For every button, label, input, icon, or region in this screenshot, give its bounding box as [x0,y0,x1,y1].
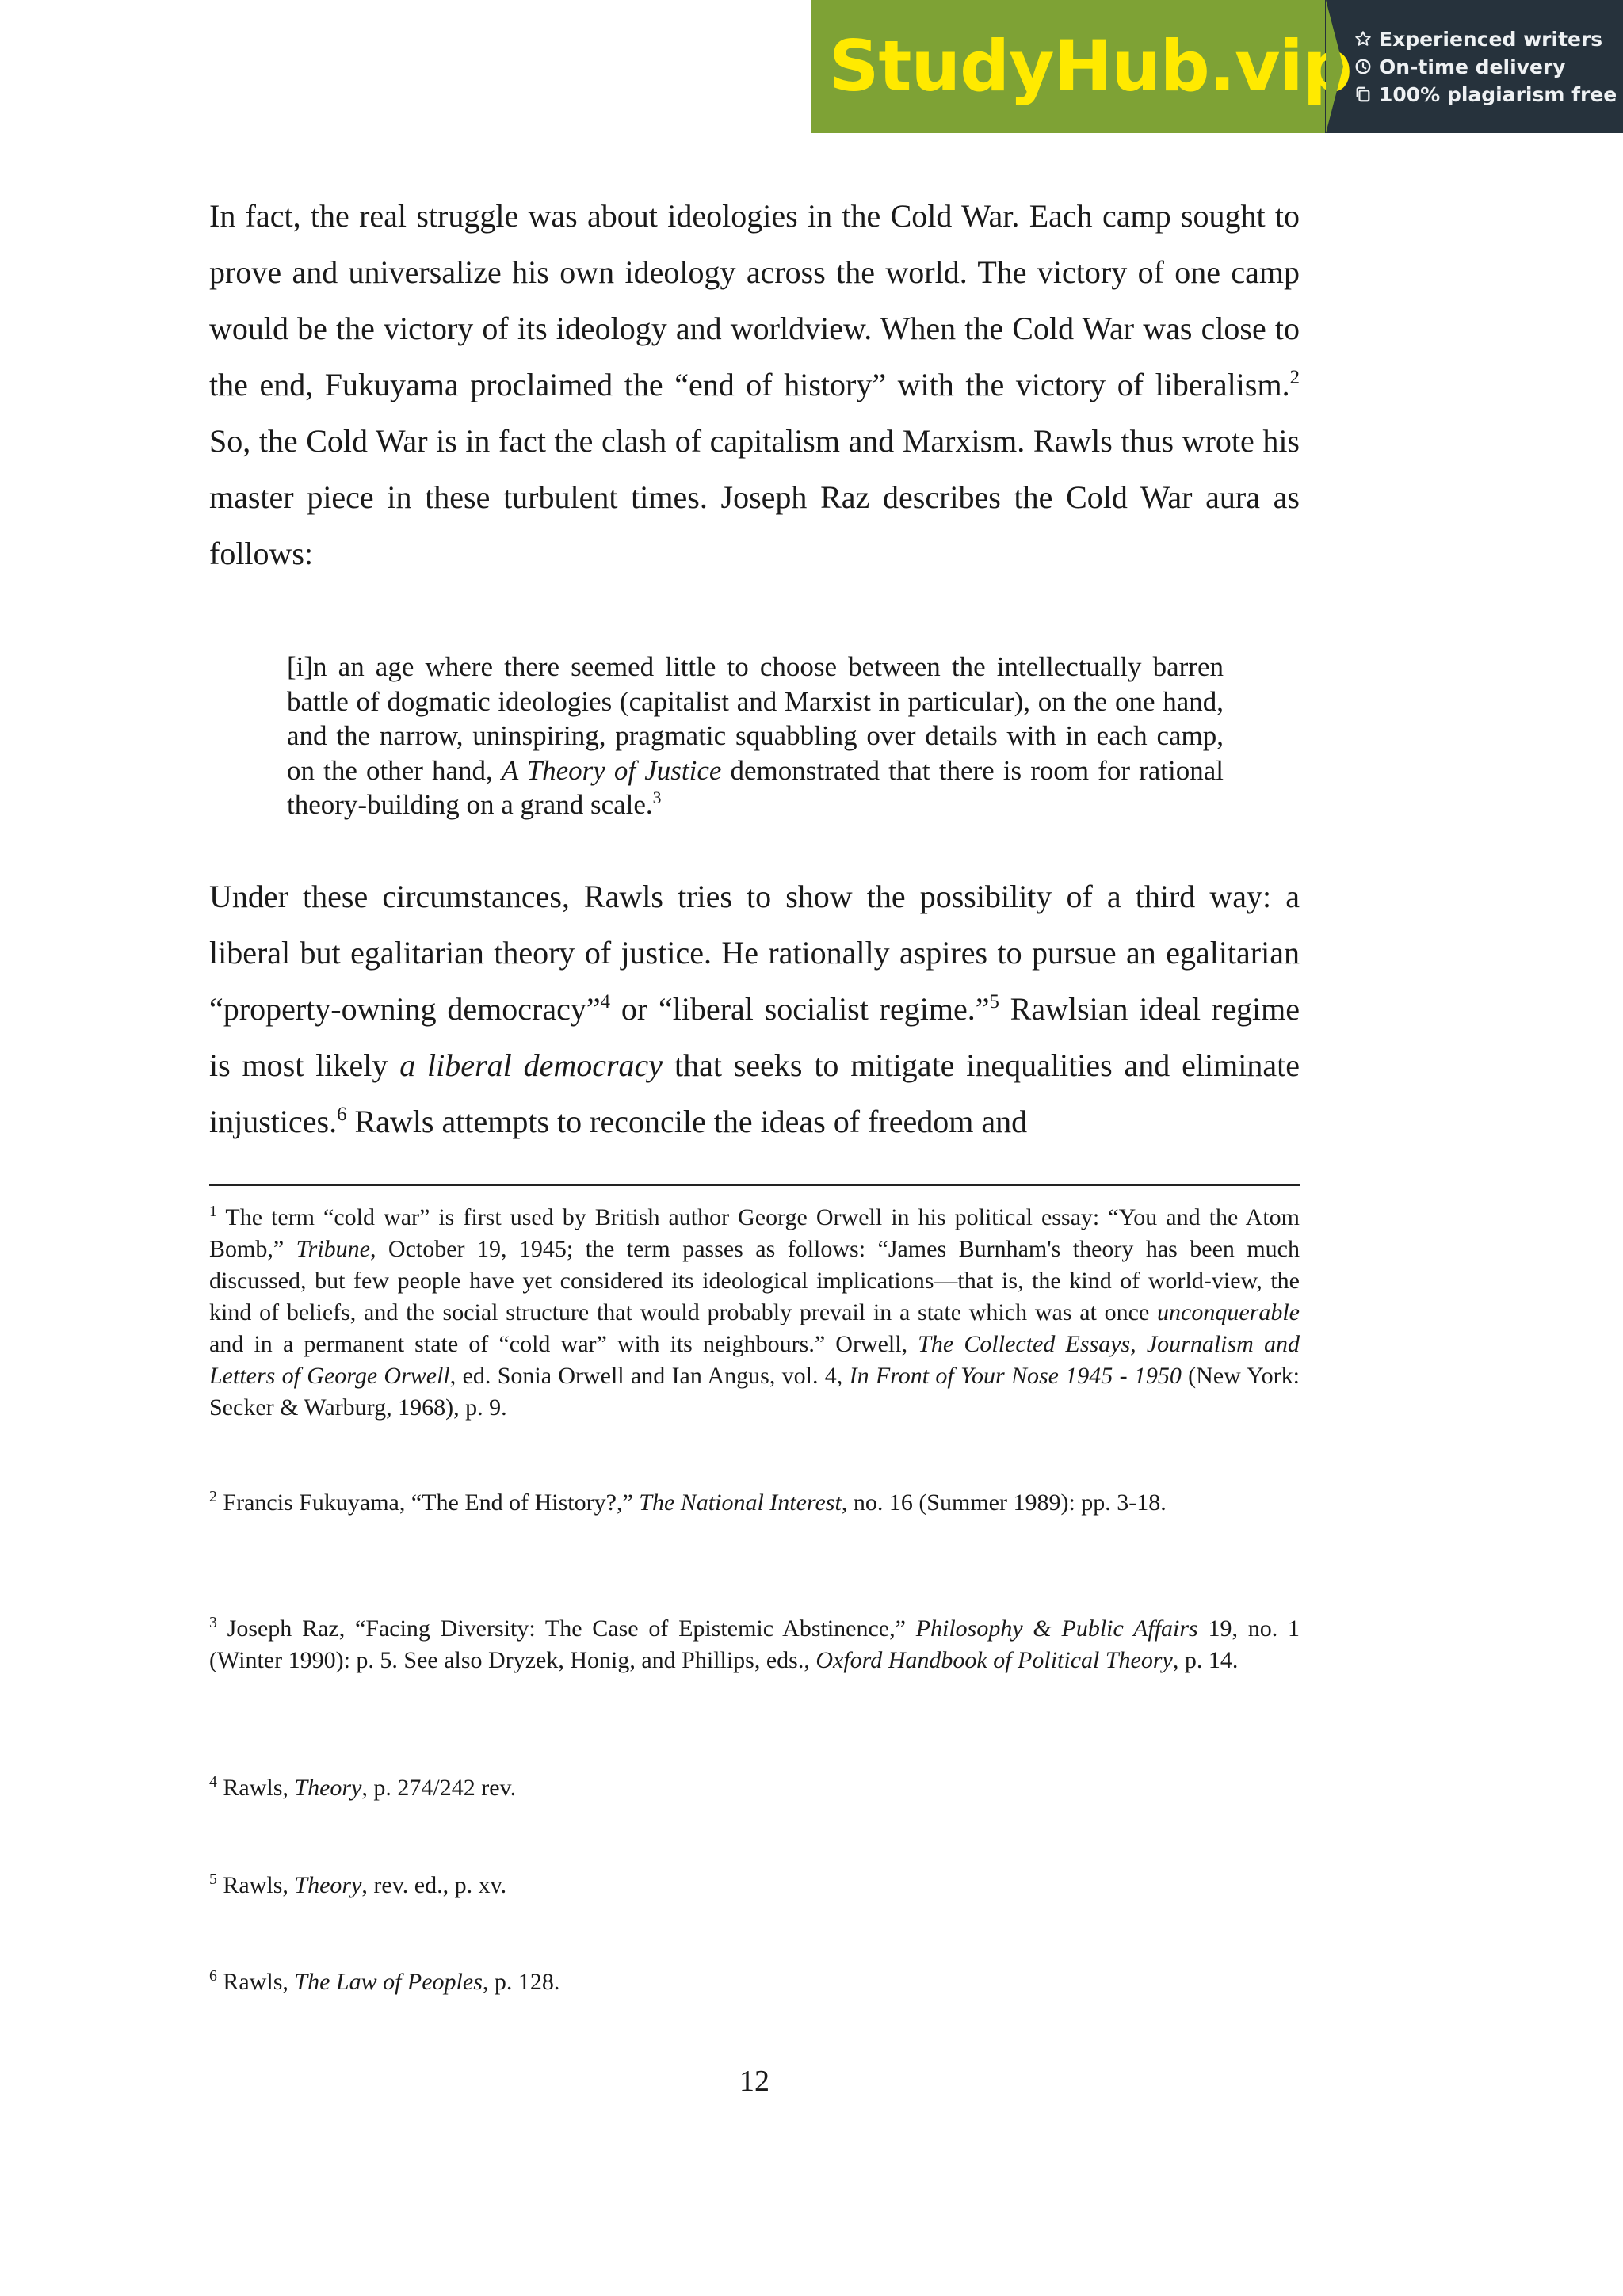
paragraph-text: that seeks to mitigate inequalities and eliminate injustices. [209,1047,1300,1139]
footnote-5 [209,1870,1300,1901]
footnote-text: Joseph Raz, “Facing Diversity: The Case of Epistemic Abstinence,” [216,1615,916,1642]
brand-name: StudyHub.vip [829,25,1352,107]
quote-text: demonstrated that there is room for rational theory-building on a grand scale. [287,754,1224,820]
feature-label: On-time delivery [1379,55,1566,78]
feature-label: Experienced writers [1379,27,1603,51]
emphasis-text: a liberal democracy [399,1047,663,1083]
footnote-3 [209,1613,1300,1676]
paragraph-text: In fact, the real struggle was about ideologies in the Cold War. Each camp sought to prove and universalize his own ideology across the world. The victory of one camp would be the victory of its ideology and worldview. When the Cold War was close to the end, Fukuyama proclaimed the “end of history” with the victory of liberalism. [209,198,1300,402]
footnote-number: 2 [209,1488,217,1506]
footnote-text: , ed. Sonia Orwell and Ian Angus, vol. 4, [449,1363,850,1389]
quote-book-title: A Theory of Justice [501,754,722,786]
footnote-italic: Theory [294,1775,362,1801]
page-number: 12 [739,2065,769,2098]
footnote-text: The term “cold war” is first used by British author George Orwell in his political essay: “You and the Atom Bomb,” [209,1204,1300,1262]
footnote-6 [209,1966,1300,1998]
paragraph-text: or “liberal socialist regime.” [610,991,990,1027]
footnote-text: Rawls, [216,1969,295,1995]
footnote-text: Francis Fukuyama, “The End of History?,” [216,1489,640,1516]
footnote-ref[interactable]: 5 [989,991,999,1013]
footnote-ref[interactable]: 3 [652,788,662,807]
footnote-text: , p. 128. [482,1969,560,1995]
footnote-italic: Oxford Handbook of Political Theory [815,1647,1173,1673]
footnote-text: , p. 274/242 rev. [361,1775,517,1801]
feature-label: 100% plagiarism free [1379,82,1617,106]
quote-text: [i]n an age where there seemed little to choose between the intellectually barren battle of dogmatic ideologies (capitalist and Marxist in particular), on the one hand, and the narrow, uninspiring, pragmatic squabbling over details with in each camp, on the other hand, [287,651,1224,786]
footnote-number: 6 [209,1967,217,1985]
clock-icon [1354,57,1373,76]
paragraph-third-way [209,868,1300,1150]
footnote-ref[interactable]: 4 [600,991,611,1013]
footnote-italic: The Collected Essays, Journalism and Letters of George Orwell [209,1331,1300,1389]
paragraph-text: Rawlsian ideal regime is most likely [209,991,1300,1083]
paragraph-text: So, the Cold War is in fact the clash of capitalism and Marxism. Rawls thus wrote his master piece in these turbulent times. Joseph Raz describes the Cold War aura as follows: [209,423,1300,571]
paragraph-cold-war [209,188,1300,582]
feature-on-time-delivery [1354,55,1623,78]
paragraph-text: Rawls attempts to reconcile the ideas of freedom and [346,1104,1028,1139]
footnote-text: Rawls, [216,1872,295,1898]
block-quote-raz [287,650,1224,822]
footnote-ref[interactable]: 6 [337,1104,347,1126]
footnote-text: and in a permanent state of “cold war” with its neighbours.” Orwell, [209,1331,918,1357]
footnote-text: , rev. ed., p. xv. [361,1872,507,1898]
footnote-number: 5 [209,1871,217,1889]
footnote-text: Rawls, [216,1775,295,1801]
footnote-italic: The Law of Peoples [294,1969,483,1995]
paragraph-text: Under these circumstances, Rawls tries to show the possibility of a third way: a liberal but egalitarian theory of justice. He rationally aspires to pursue an egalitarian “property-owning democracy” [209,879,1300,1027]
feature-plagiarism-free [1354,83,1623,106]
footnote-number: 3 [209,1614,217,1632]
footnote-text: , October 19, 1945; the term passes as follows: “James Burnham's theory has been much discussed, but few people have yet considered its ideological implications—that is, the kind of world-view, the kind of beliefs, and the social structure that would probably prevail in a state which was at once [209,1236,1300,1325]
footnote-4 [209,1772,1300,1804]
footnote-separator [209,1184,1300,1186]
copy-document-icon [1354,85,1373,104]
feature-experienced-writers [1354,28,1623,51]
footnote-text: 19, no. 1 (Winter 1990): p. 5. See also Dryzek, Honig, and Phillips, eds., [209,1615,1300,1673]
footnote-text: , p. 14. [1172,1647,1239,1673]
footnote-text: , no. 16 (Summer 1989): pp. 3-18. [841,1489,1167,1516]
footnote-number: 4 [209,1773,217,1791]
studyhub-banner[interactable] [812,0,1623,133]
footnote-number: 1 [209,1203,217,1221]
footnote-italic: In Front of Your Nose 1945 - 1950 [849,1363,1182,1389]
brand-logo[interactable] [812,0,1352,133]
footnote-text: (New York: Secker & Warburg, 1968), p. 9. [209,1363,1300,1421]
footnote-italic: The National Interest [639,1489,842,1516]
footnote-italic: Theory [294,1872,362,1898]
footnote-1 [209,1202,1300,1424]
footnote-italic: Philosophy & Public Affairs [915,1615,1198,1642]
footnote-ref[interactable]: 2 [1289,367,1300,389]
star-outline-icon [1354,29,1373,48]
footnote-2 [209,1487,1300,1519]
banner-arrow [1326,0,1343,133]
promo-features [1325,0,1623,133]
footnote-italic: Tribune [296,1236,370,1262]
footnote-italic: unconquerable [1157,1299,1300,1325]
